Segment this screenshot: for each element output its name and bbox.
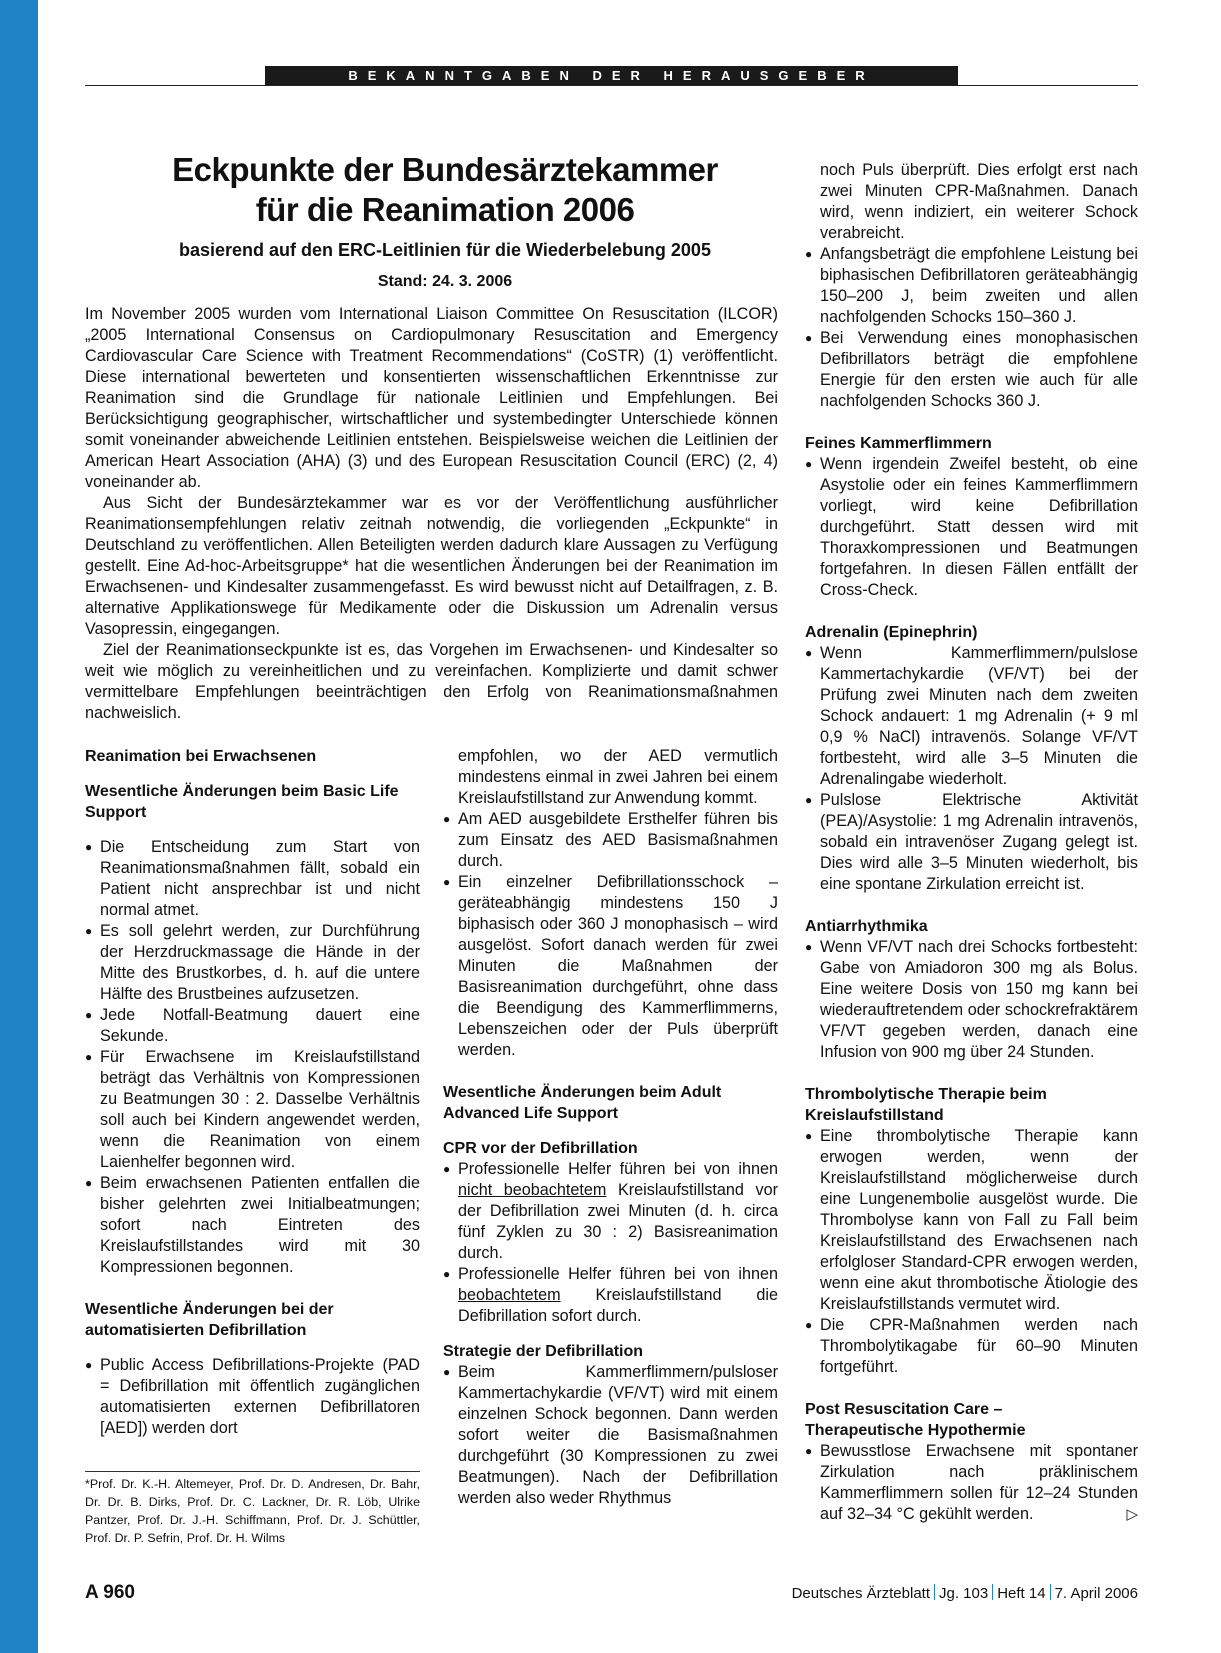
list-item: ● Ein einzelner Defibrillationsschock – geräteabhängig mindestens 150 J biphasisch oder 360 J monophasisch – wird ausgelöst. Sofort danach werden für zwei Minuten die Maßnahmen der Basisreanimation durchgeführt, ohne dass die Beendigung des Kammerflimmerns, Lebenszeichen oder der Puls überprüft werden. [443, 872, 778, 1061]
adrenalin-list [805, 643, 1138, 895]
column-2 [443, 746, 778, 1509]
intro-paragraph: Aus Sicht der Bundesärztekammer war es vor der Veröffentlichung ausführlicher Reanimationsempfehlungen relativ zeitnah notwendig, die vorliegenden „Eckpunkte“ in Deutschland zu veröffentlichen. Allen Beteiligten werden dadurch klare Aussagen zu Verfügung gestellt. Eine Ad-hoc-Arbeitsgruppe* hat die wesentlichen Änderungen bei der Reanimation im Erwachsenen- und Kindesalter zusammengefasst. Es wird bewusst nicht auf Detailfragen, z. B. alternative Applikationswege für Medikamente oder die Diskussion um Adrenalin versus Vasopressin, eingegangen. [85, 494, 778, 638]
heading-aed: Wesentliche Änderungen bei der automatisierten Defibrillation [85, 1301, 334, 1339]
list-item: ● Eine thrombolytische Therapie kann erwogen werden, wenn der Kreislaufstillstand möglicherweise durch eine Lungenembolie ausgelöst wurde. Die Thrombolyse kann von Fall zu Fall beim Kreislaufstillstand des Erwachsenen nach erfolgloser Standard-CPR erwogen werden, wenn eine akut thrombotische Ätiologie des Kreislaufstillstands vermutet wird. [805, 1126, 1138, 1315]
column-1 [85, 746, 420, 1439]
list-item: ● Wenn Kammerflimmern/pulslose Kammertachykardie (VF/VT) bei der Prüfung zwei Minuten nach dem zweiten Schock andauert: 1 mg Adrenalin (+ 9 ml 0,9 % NaCl) intravenös. Solange VF/VT fortbesteht, wird alle 3–5 Minuten die Adrenalingabe wiederholt. [805, 643, 1138, 790]
bls-list [85, 837, 420, 1278]
heading-cpr: CPR vor der Defibrillation [443, 1140, 638, 1157]
header-rule [85, 85, 1138, 86]
post-list [805, 1441, 1138, 1525]
list-item: ● Am AED ausgebildete Ersthelfer führen bis zum Einsatz des AED Basismaßnahmen durch. [443, 809, 778, 872]
list-item: ● Für Erwachsene im Kreislaufstillstand beträgt das Verhältnis von Kompressionen zu Beatmungen 30 : 2. Dasselbe Verhältnis soll auch bei Kindern angewendet werden, wenn die Reanimation von einem Laienhelfer begonnen wird. [85, 1047, 420, 1173]
heading-strategie: Strategie der Defibrillation [443, 1343, 644, 1360]
antiarr-list [805, 937, 1138, 1063]
continue-arrow-icon: ▷ [1126, 1506, 1138, 1523]
list-item: ● Beim erwachsenen Patienten entfallen die bisher gelehrten zwei Initialbeatmungen; sofort nach Eintreten des Kreislaufstillstandes wird mit 30 Kompressionen begonnen. [85, 1173, 420, 1278]
footnote-rule [85, 1471, 420, 1472]
aed-list-cont [443, 809, 778, 1061]
title-line-2: für die Reanimation 2006 [255, 191, 635, 228]
underlined-term: nicht beobachtetem [458, 1181, 607, 1199]
page-number: A 960 [85, 1582, 135, 1603]
intro-text [85, 304, 778, 724]
article-subtitle: basierend auf den ERC-Leitlinien für die Wiederbelebung 2005 [179, 240, 711, 260]
strategie-list [443, 1362, 778, 1509]
strategie-list-cont [805, 244, 1138, 412]
article-date-stand: Stand: 24. 3. 2006 [377, 273, 513, 290]
article-title [85, 150, 805, 230]
list-item: ● Die CPR-Maßnahmen werden nach Thrombolytikagabe für 60–90 Minuten fortgeführt. [805, 1315, 1138, 1378]
list-item: ● Jede Notfall-Beatmung dauert eine Sekunde. [85, 1005, 420, 1047]
list-item: ● Pulslose Elektrische Aktivität (PEA)/Asystolie: 1 mg Adrenalin intravenös, sobald ein intravenöser Zugang gelegt ist. Dies wird alle 3–5 Minuten wiederholt, bis eine spontane Zirkulation erreicht ist. [805, 790, 1138, 895]
intro-paragraph: Ziel der Reanimationseckpunkte ist es, das Vorgehen im Erwachsenen- und Kindesalter so weit wie möglich zu vereinheitlichen und zu vereinfachen. Komplizierte und damit schwer vermittelbare Empfehlungen beeinträchtigen den Erfolg von Reanimationsmaßnahmen nachweislich. [85, 641, 778, 722]
aed-list [85, 1355, 420, 1439]
journal-citation [770, 1584, 1138, 1602]
list-item: ● Professionelle Helfer führen bei von ihnen beobachtetem Kreislaufstillstand die Defibrillation sofort durch. [443, 1264, 778, 1327]
heading-als: Wesentliche Änderungen beim Adult Advanced Life Support [443, 1084, 722, 1122]
cpr-list [443, 1159, 778, 1327]
heading-thrombolyse: Thrombolytische Therapie beim Kreislaufstillstand [805, 1086, 1047, 1124]
underlined-term: beobachtetem [458, 1286, 561, 1304]
heading-antiarrhythmika: Antiarrhythmika [805, 918, 928, 935]
list-item: ● Public Access Defibrillations-Projekte (PAD = Defibrillation mit öffentlich zugänglichen automatisierten externen Defibrillatoren [AED]) werden dort [85, 1355, 420, 1439]
heading-adrenalin: Adrenalin (Epinephrin) [805, 624, 978, 641]
list-item: ● Bewusstlose Erwachsene mit spontaner Zirkulation nach präklinischem Kammerflimmern sollen für 12–24 Stunden auf 32–34 °C gekühlt werden. ▷ [805, 1441, 1138, 1525]
list-item-continuation: noch Puls überprüft. Dies erfolgt erst nach zwei Minuten CPR-Maßnahmen. Danach wird, wenn indiziert, ein weiterer Schock verabreicht. [820, 161, 1138, 242]
journal-volume: Jg. 103 [939, 1585, 989, 1602]
list-item: ● Anfangsbeträgt die empfohlene Leistung bei biphasischen Defibrillatoren geräteabhängig 150–200 J, beim zweiten und allen nachfolgenden Schocks 150–360 J. [805, 244, 1138, 328]
list-item: ● Es soll gelehrt werden, zur Durchführung der Herzdruckmassage die Hände in der Mitte des Brustkorbes, d. h. auf die untere Hälfte des Brustbeines aufzusetzen. [85, 921, 420, 1005]
heading-feines-kammerflimmern: Feines Kammerflimmern [805, 435, 992, 452]
list-item: ● Wenn VF/VT nach drei Schocks fortbesteht: Gabe von Amiadoron 300 mg als Bolus. Eine weitere Dosis von 150 mg kann bei wiederauftretendem oder schockrefraktärem VF/VT gegeben werden, danach eine Infusion von 900 mg über 24 Stunden. [805, 937, 1138, 1063]
title-line-1: Eckpunkte der Bundesärztekammer [172, 151, 718, 188]
list-item-continuation: empfohlen, wo der AED vermutlich mindestens einmal in zwei Jahren bei einem Kreislaufstillstand zur Anwendung kommt. [458, 747, 778, 807]
journal-name: Deutsches Ärzteblatt [791, 1585, 930, 1602]
heading-post-resuscitation: Post Resuscitation Care – Therapeutische Hypothermie [805, 1401, 1026, 1439]
heading-reanimation: Reanimation bei Erwachsenen [85, 748, 317, 765]
heading-bls: Wesentliche Änderungen beim Basic Life Support [85, 783, 399, 821]
left-color-bar [0, 0, 38, 1653]
journal-issue: Heft 14 [997, 1585, 1046, 1602]
list-item: ● Professionelle Helfer führen bei von ihnen nicht beobachtetem Kreislaufstillstand vor der Defibrillation zwei Minuten (d. h. circa fünf Zyklen zu 30 : 2) Basisreanimation durch. [443, 1159, 778, 1264]
thromb-list [805, 1126, 1138, 1378]
intro-paragraph: Im November 2005 wurden vom International Liaison Committee On Resuscitation (ILCOR) „2005 International Consensus on Cardiopulmonary Resuscitation and Emergency Cardiovascular Care Science with Treatment Recommendations“ (CoSTR) (1) veröffentlicht. Diese international bewerteten und konsentierten wissenschaftlichen Erkenntnisse zur Reanimation sind die Grundlage für nationale Leitlinien und Empfehlungen. Bei Berücksichtigung geographischer, wirtschaftlicher und systembedingter Unterschiede können somit voneinander abweichende Leitlinien entstehen. Beispielsweise weichen die Leitlinien der American Heart Association (AHA) (3) und des European Resuscitation Council (ERC) (2, 4) voneinander ab. [85, 305, 778, 491]
journal-date: 7. April 2006 [1054, 1585, 1138, 1602]
list-item: ● Wenn irgendein Zweifel besteht, ob eine Asystolie oder ein feines Kammerflimmern vorliegt, wird keine Defibrillation durchgeführt. Statt dessen wird mit Thoraxkompressionen und Beatmungen fortgefahren. In diesen Fällen entfällt der Cross-Check. [805, 454, 1138, 601]
column-3 [805, 160, 1138, 1525]
feines-list [805, 454, 1138, 601]
list-item: ● Die Entscheidung zum Start von Reanimationsmaßnahmen fällt, sobald ein Patient nicht ansprechbar ist und nicht normal atmet. [85, 837, 420, 921]
list-item: ● Bei Verwendung eines monophasischen Defibrillators beträgt die empfohlene Energie für den ersten wie auch für alle nachfolgenden Schocks 360 J. [805, 328, 1138, 412]
footnote: *Prof. Dr. K.-H. Altemeyer, Prof. Dr. D. Andresen, Dr. Bahr, Dr. Dr. B. Dirks, Prof. Dr. C. Lackner, Dr. R. Löb, Ulrike Pantzer, Prof. Dr. J.-H. Schiffmann, Prof. Dr. J. Schüttler, Prof. Dr. P. Sefrin, Prof. Dr. H. Wilms [85, 1477, 420, 1545]
section-header: BEKANNTGABEN DER HERAUSGEBER [265, 66, 958, 85]
list-item: ● Beim Kammerflimmern/pulsloser Kammertachykardie (VF/VT) wird mit einem einzelnen Schock begonnen. Dann werden sofort weiter die Basismaßnahmen durchgeführt (30 Kompressionen zu zwei Beatmungen). Nach der Defibrillation werden also weder Rhythmus [443, 1362, 778, 1509]
